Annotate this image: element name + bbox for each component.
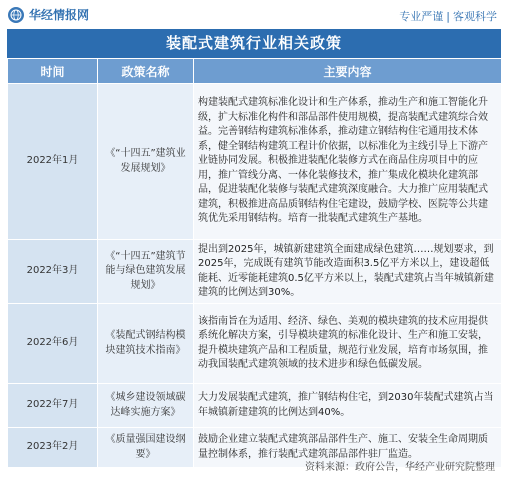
page-title: 装配式建筑行业相关政策 <box>7 29 501 58</box>
source-note: 资料来源：政府公告，华经产业研究院整理 <box>305 462 495 473</box>
slogan-left: 专业严谨 <box>399 10 444 23</box>
slogan <box>399 8 497 24</box>
row-time: 2022年3月 <box>8 240 98 304</box>
row-time: 2022年1月 <box>8 84 98 240</box>
row-policy-name: 《“十四五”建筑业发展规划》 <box>98 84 194 240</box>
row-content: 提出到2025年，城镇新建建筑全面建成绿色建筑……规划要求，到2025年，完成既有建筑节能改造面积3.5亿平方米以上，建设超低能耗、近零能耗建筑0.5亿平方米以上，装配式建筑占当年城镇新建建筑的比例达到30%。 <box>194 240 502 304</box>
row-content: 大力发展装配式建筑，推广钢结构住宅，到2030年装配式建筑占当年城镇新建建筑的比例达到40%。 <box>194 384 502 428</box>
top-bar <box>0 0 507 30</box>
table-row <box>8 84 502 240</box>
row-content: 该指南旨在为适用、经济、绿色、美观的模块建筑的技术应用提供系统化解决方案，引导模块建筑的标准化设计、生产和施工安装，提升模块建筑产品和工程质量，规范行业发展，培育市场氛围，推动我国装配式建筑领域的技术进步和绿色低碳发展。 <box>194 304 502 384</box>
row-content: 鼓励企业建立装配式建筑部品部件生产、施工、安装全生命周期质量控制体系，推行装配式建筑部品部件驻厂监造。 <box>194 428 502 468</box>
row-time: 2022年7月 <box>8 384 98 428</box>
row-time: 2022年6月 <box>8 304 98 384</box>
row-policy-name: 《“十四五”建筑节能与绿色建筑发展规划》 <box>98 240 194 304</box>
slogan-right: 客观科学 <box>453 10 497 23</box>
row-time: 2023年2月 <box>8 428 98 468</box>
row-policy-name: 《装配式钢结构模块建筑技术指南》 <box>98 304 194 384</box>
brand-name: 华经情报网 <box>29 8 90 22</box>
row-policy-name: 《质量强国建设纲要》 <box>98 428 194 468</box>
column-header-policy-name: 政策名称 <box>98 59 194 84</box>
row-policy-name: 《城乡建设领域碳达峰实施方案》 <box>98 384 194 428</box>
brand <box>8 6 89 23</box>
column-header-time: 时间 <box>8 59 98 84</box>
table-header-row <box>8 59 502 84</box>
table-row <box>8 304 502 384</box>
policy-table <box>7 58 502 468</box>
slogan-separator: | <box>446 10 450 23</box>
table-row <box>8 240 502 304</box>
globe-logo-icon <box>8 7 24 23</box>
row-content: 构建装配式建筑标准化设计和生产体系，推动生产和施工智能化升级，扩大标准化构件和部品部件使用规模，提高装配式建筑综合效益。完善钢结构建筑标准体系，推动建立钢结构住宅通用技术体系，健全钢结构建筑工程计价依据，以标准化为主线引导上下游产业链协同发展。积极推进装配化装修方式在商品住房项目中的应用，推广管线分离、一体化装修技术，推广集成化模块化建筑部品，促进装配化装修与装配式建筑深度融合。大力推广应用装配式建筑，积极推进高品质钢结构住宅建设，鼓励学校、医院等公共建筑优先采用钢结构。培育一批装配式建筑生产基地。 <box>194 84 502 240</box>
table-row <box>8 384 502 428</box>
column-header-content: 主要内容 <box>194 59 502 84</box>
